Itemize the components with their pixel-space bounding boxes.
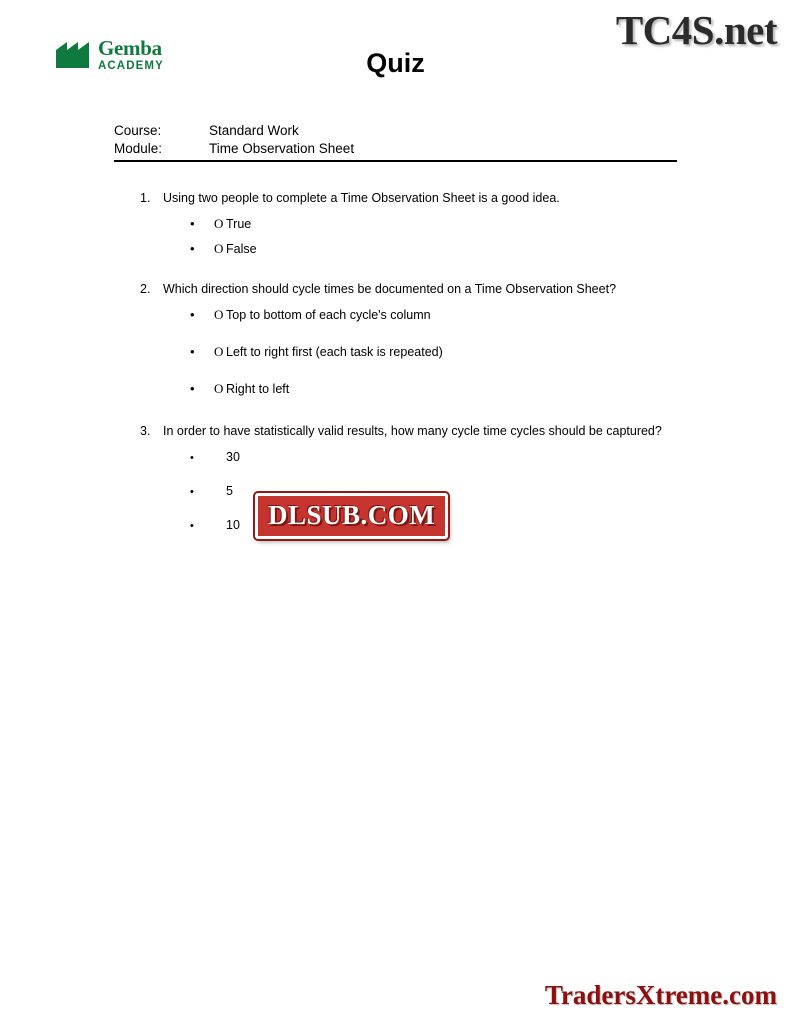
option-row[interactable] <box>0 216 791 232</box>
option-row[interactable] <box>0 381 791 397</box>
course-value: Standard Work <box>209 123 299 138</box>
question-number: 3. <box>140 424 151 438</box>
radio-icon[interactable]: O <box>214 381 224 396</box>
question-number: 2. <box>140 282 151 296</box>
question-item <box>0 281 791 397</box>
bullet-icon: • <box>190 486 194 498</box>
question-number: 1. <box>140 191 151 205</box>
question-item <box>0 190 791 257</box>
bullet-icon: • <box>190 452 194 464</box>
radio-icon[interactable]: O <box>214 241 224 256</box>
question-text: Using two people to complete a Time Observation Sheet is a good idea. <box>163 191 560 205</box>
question-text: In order to have statistically valid results, how many cycle time cycles should be captured? <box>163 424 662 438</box>
option-label: Right to left <box>226 382 290 396</box>
watermark-bottom-right: TradersXtreme.com <box>544 980 777 1010</box>
bullet-icon: • <box>190 520 194 532</box>
module-label: Module: <box>114 141 163 156</box>
bullet-icon: • <box>190 381 195 396</box>
question-text: Which direction should cycle times be documented on a Time Observation Sheet? <box>163 282 617 296</box>
option-label: 10 <box>226 518 240 532</box>
question-options <box>0 307 791 397</box>
question-line <box>0 190 791 206</box>
watermark-center: DLSUB.COM <box>255 493 448 539</box>
radio-icon[interactable]: O <box>214 344 224 359</box>
question-line <box>0 423 791 439</box>
bullet-icon: • <box>190 241 195 256</box>
meta-row-course <box>114 122 677 140</box>
question-options <box>0 216 791 257</box>
watermark-top-right: TC4S.net <box>615 7 777 53</box>
option-row[interactable] <box>0 241 791 257</box>
option-row[interactable] <box>0 344 791 360</box>
document-meta <box>114 122 677 158</box>
option-row[interactable] <box>0 449 791 466</box>
bullet-icon: • <box>190 307 195 322</box>
radio-icon[interactable]: O <box>214 307 224 322</box>
radio-icon[interactable]: O <box>214 216 224 231</box>
question-line <box>0 281 791 297</box>
option-label: 30 <box>226 450 240 464</box>
module-value: Time Observation Sheet <box>209 141 355 156</box>
bullet-icon: • <box>190 344 195 359</box>
option-row[interactable] <box>0 307 791 323</box>
bullet-icon: • <box>190 216 195 231</box>
option-label: Left to right first (each task is repeated) <box>226 345 443 359</box>
meta-row-module <box>114 140 677 158</box>
option-label: False <box>226 242 257 256</box>
course-label: Course: <box>114 123 162 138</box>
option-label: 5 <box>226 484 233 498</box>
page-title: Quiz <box>366 48 425 78</box>
logo-name: Gemba <box>98 36 162 60</box>
logo-subtitle: ACADEMY <box>98 60 164 72</box>
option-label: Top to bottom of each cycle's column <box>226 308 431 322</box>
option-label: True <box>226 217 252 231</box>
header-divider <box>114 160 677 162</box>
